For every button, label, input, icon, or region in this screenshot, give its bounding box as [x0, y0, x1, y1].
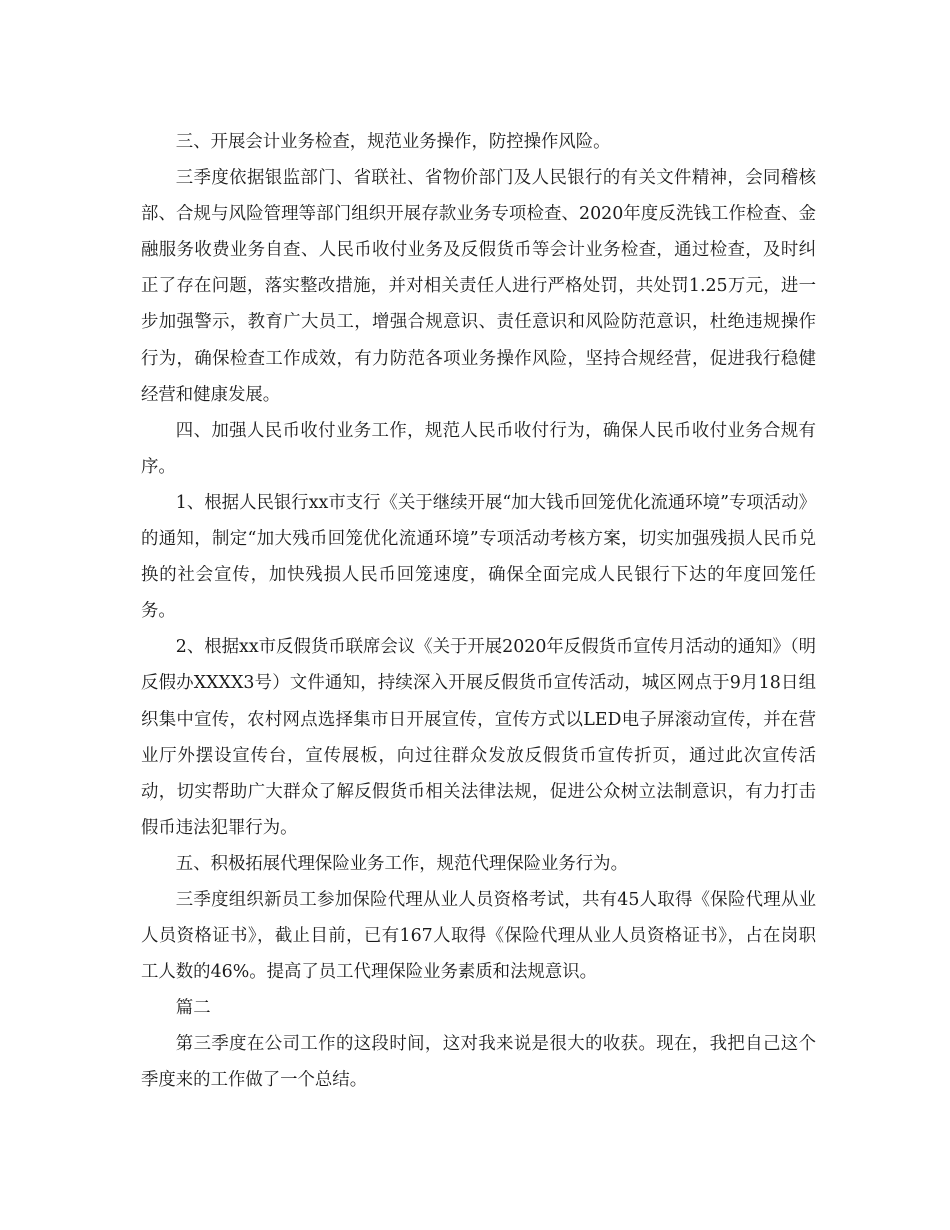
heading-section-5: 五、积极拓展代理保险业务工作，规范代理保险业务行为。 [175, 853, 628, 874]
heading-part-2: 篇二 [175, 998, 211, 1019]
document-body [141, 124, 816, 1099]
paragraph-anti-counterfeit: 2、根据xx市反假货币联席会议《关于开展2020年反假货币宣传月活动的通知》（明反假办XXXX3号）文件通知，持续深入开展反假货币宣传活动，城区网点于9月18日组织集中宣传，农村网点选择集市日开展宣传，宣传方式以LED电子屏滚动宣传，并在营业厅外摆设宣传台，宣传展板，向过往群众发放反假货币宣传折页，通过此次宣传活动，切实帮助广大群众了解反假货币相关法律法规，促进公众树立法制意识，有力打击假币违法犯罪行为。 [141, 637, 816, 838]
paragraph-accounting-inspection: 三季度依据银监部门、省联社、省物价部门及人民银行的有关文件精神，会同稽核部、合规与风险管理等部门组织开展存款业务专项检查、2020年度反洗钱工作检查、金融服务收费业务自查、人民币收付业务及反假货币等会计业务检查，通过检查，及时纠正了存在问题，落实整改措施，并对相关责任人进行严格处罚，共处罚1.25万元，进一步加强警示，教育广大员工，增强合规意识、责任意识和风险防范意识，杜绝违规操作行为，确保检查工作成效，有力防范各项业务操作风险，坚持合规经营，促进我行稳健经营和健康发展。 [141, 168, 816, 405]
heading-section-4: 四、加强人民币收付业务工作，规范人民币收付行为，确保人民币收付业务合规有序。 [141, 420, 816, 477]
paragraph-insurance-agency: 三季度组织新员工参加保险代理从业人员资格考试，共有45人取得《保险代理从业人员资格证书》，截止目前，已有167人取得《保险代理从业人员资格证书》，占在岗职工人数的46%。提高了员工代理保险业务素质和法规意识。 [141, 889, 816, 983]
heading-section-3: 三、开展会计业务检查，规范业务操作，防控操作风险。 [175, 132, 611, 152]
paragraph-part-2-intro: 第三季度在公司工作的这段时间，这对我来说是很大的收获。现在，我把自己这个季度来的工作做了一个总结。 [141, 1034, 816, 1091]
paragraph-currency-recall: 1、根据人民银行xx市支行《关于继续开展“加大钱币回笼优化流通环境”专项活动》的通知，制定“加大残币回笼优化流通环境”专项活动考核方案，切实加强残损人民币兑换的社会宣传，加快残损人民币回笼速度，确保全面完成人民银行下达的年度回笼任务。 [141, 492, 816, 622]
